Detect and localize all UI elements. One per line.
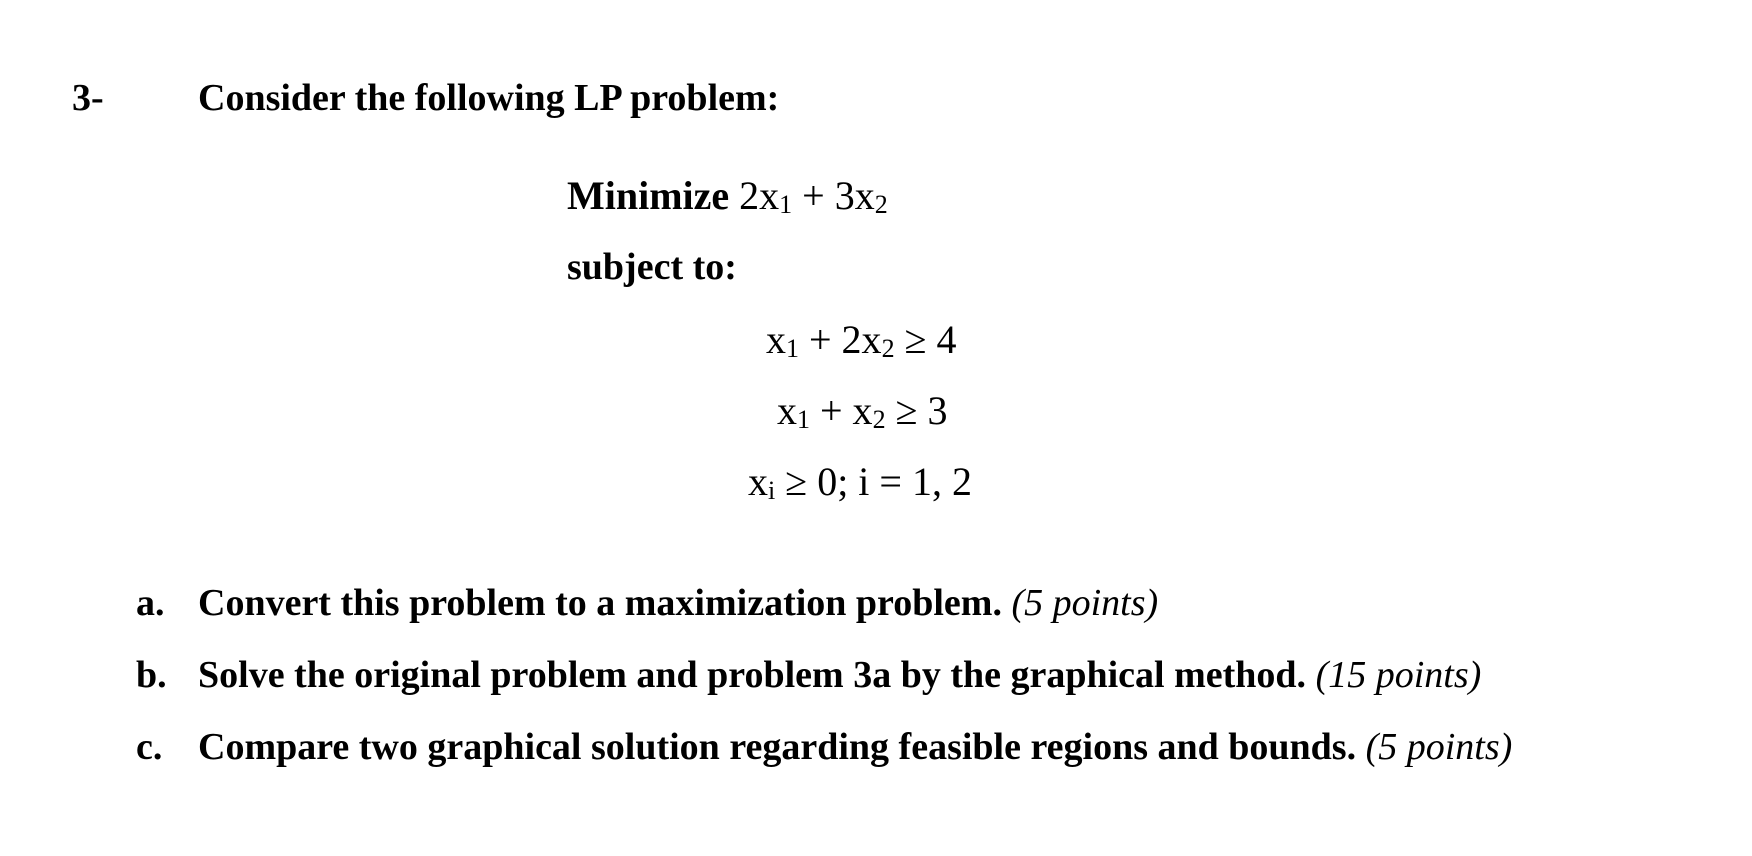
subject-to-label: subject to: bbox=[567, 246, 737, 288]
constraint-var: x bbox=[777, 388, 797, 433]
question-number: 3- bbox=[72, 77, 104, 119]
constraint-var: x bbox=[766, 317, 786, 362]
part-label: b. bbox=[136, 654, 167, 696]
constraint-sub: 1 bbox=[786, 334, 799, 363]
objective-function bbox=[567, 172, 888, 220]
constraint-sub: 1 bbox=[797, 405, 810, 434]
part-text bbox=[198, 581, 1158, 625]
objective-keyword: Minimize bbox=[567, 173, 730, 218]
objective-term1-sub: 1 bbox=[779, 190, 793, 219]
part-points: (15 points) bbox=[1315, 654, 1482, 696]
constraint-sub: i bbox=[768, 476, 776, 505]
constraint-sub: 2 bbox=[872, 405, 886, 434]
constraint-3 bbox=[748, 458, 972, 506]
constraint-mid: + 2x bbox=[799, 317, 882, 362]
objective-term1: 2x bbox=[739, 173, 780, 218]
objective-term2-sub: 2 bbox=[874, 190, 888, 219]
part-text bbox=[198, 725, 1512, 769]
constraint-rhs: ≥ 4 bbox=[904, 317, 957, 362]
question-intro: Consider the following LP problem: bbox=[198, 77, 780, 119]
part-question: Convert this problem to a maximization problem. bbox=[198, 582, 1002, 624]
constraint-1 bbox=[766, 316, 957, 364]
part-label: c. bbox=[136, 726, 163, 768]
constraint-mid: + x bbox=[810, 388, 873, 433]
part-question: Compare two graphical solution regarding feasible regions and bounds. bbox=[198, 726, 1357, 768]
objective-plus: + bbox=[792, 173, 835, 218]
constraint-2 bbox=[777, 387, 948, 435]
constraint-rhs: ≥ 0; i = 1, 2 bbox=[785, 459, 972, 504]
part-points: (5 points) bbox=[1365, 726, 1513, 768]
part-points: (5 points) bbox=[1011, 582, 1159, 624]
part-question: Solve the original problem and problem 3a by the graphical method. bbox=[198, 654, 1307, 696]
constraint-rhs: ≥ 3 bbox=[895, 388, 948, 433]
constraint-var: x bbox=[748, 459, 768, 504]
part-label: a. bbox=[136, 582, 165, 624]
part-text bbox=[198, 653, 1481, 697]
constraint-sub: 2 bbox=[881, 334, 895, 363]
objective-term2: 3x bbox=[834, 173, 875, 218]
